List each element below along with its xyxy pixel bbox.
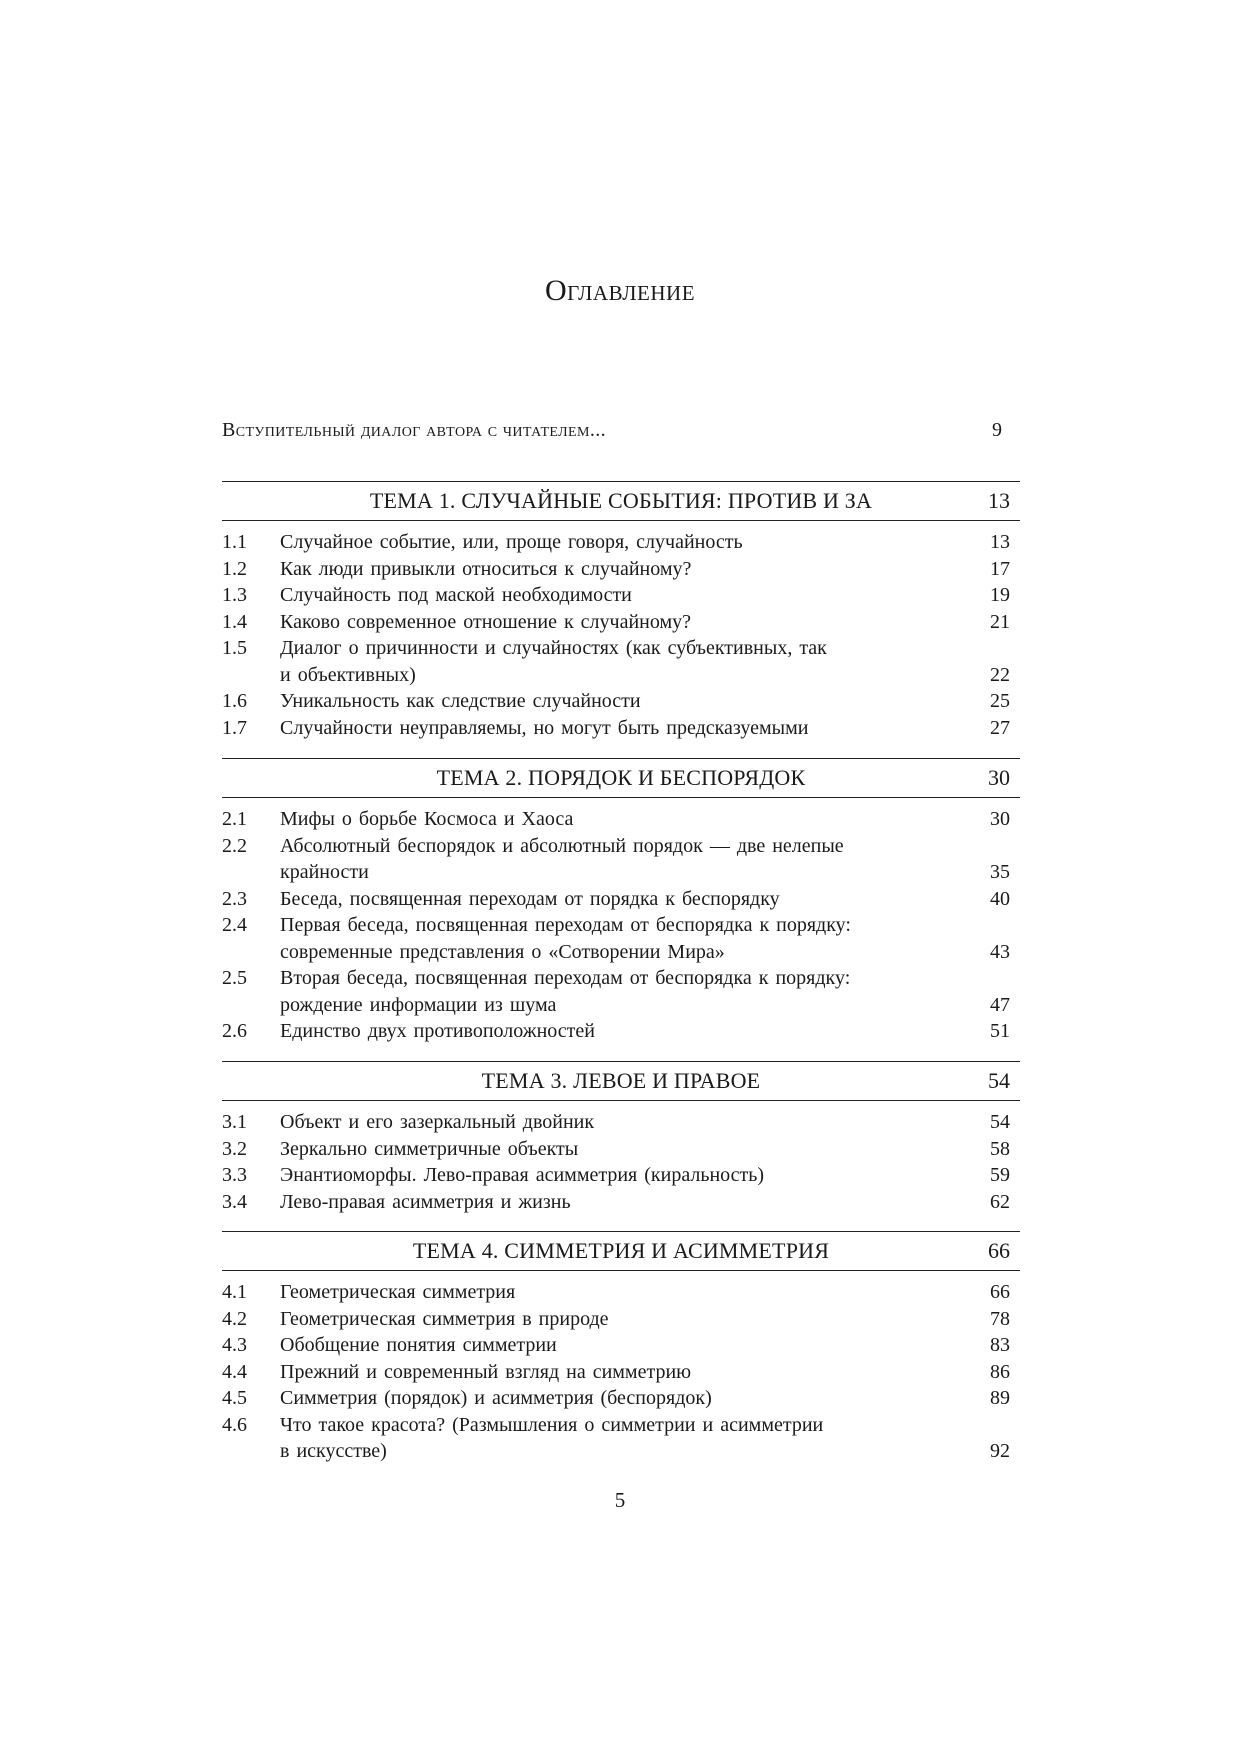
entry-title: Геометрическая симметрия в природе bbox=[280, 1307, 609, 1330]
topic-1-section bbox=[222, 481, 1020, 741]
entry-number: 2.1 bbox=[222, 808, 247, 830]
page-title: Оглавление bbox=[544, 274, 696, 307]
entry-title-continued: современные представления о «Сотворении Мира» bbox=[280, 940, 725, 963]
entry-title: Энантиоморфы. Лево-правая асимметрия (киральность) bbox=[280, 1164, 765, 1186]
entry-number: 4.2 bbox=[222, 1307, 247, 1330]
toc-entry bbox=[222, 715, 1020, 742]
topic-4-page-number: 66 bbox=[988, 1238, 1010, 1263]
entry-page-number: 89 bbox=[990, 1387, 1010, 1409]
entry-page-number: 21 bbox=[990, 610, 1010, 633]
entry-page-number: 43 bbox=[990, 940, 1010, 963]
entry-page-number: 78 bbox=[990, 1307, 1010, 1330]
entry-number: 2.4 bbox=[222, 914, 247, 936]
topic-2-section bbox=[222, 758, 1020, 1045]
entry-title: Геометрическая симметрия bbox=[280, 1281, 516, 1303]
topic-2-page-number: 30 bbox=[988, 765, 1010, 790]
topic-2-title: ТЕМА 2. ПОРЯДОК И БЕСПОРЯДОК bbox=[436, 765, 806, 790]
topic-4-entries bbox=[222, 1279, 1020, 1465]
entry-title: Уникальность как следствие случайности bbox=[280, 690, 641, 712]
entry-title: Симметрия (порядок) и асимметрия (беспорядок) bbox=[280, 1387, 712, 1409]
topic-3-section bbox=[222, 1061, 1020, 1215]
intro-page-number: 9 bbox=[992, 419, 1002, 441]
entry-page-number: 19 bbox=[990, 584, 1010, 606]
entry-number: 1.4 bbox=[222, 610, 247, 633]
page-number: 5 bbox=[614, 1488, 626, 1512]
topic-1-entries bbox=[222, 529, 1020, 741]
topic-3-title: ТЕМА 3. ЛЕВОЕ И ПРАВОЕ bbox=[481, 1068, 761, 1093]
entry-title: Беседа, посвященная переходам от порядка к беспорядку bbox=[280, 887, 780, 910]
toc-entry bbox=[222, 609, 1020, 636]
entry-title: Лево-правая асимметрия и жизнь bbox=[280, 1190, 571, 1213]
topic-2-entries bbox=[222, 806, 1020, 1045]
entry-page-number: 22 bbox=[990, 663, 1010, 686]
entry-number: 1.2 bbox=[222, 557, 247, 580]
entry-title: Объект и его зазеркальный двойник bbox=[280, 1111, 595, 1133]
toc-entry bbox=[222, 886, 1020, 913]
topic-1-header bbox=[222, 481, 1020, 521]
toc-entry bbox=[222, 1162, 1020, 1189]
entry-page-number: 40 bbox=[990, 887, 1010, 910]
entry-number: 4.5 bbox=[222, 1387, 247, 1409]
entry-page-number: 25 bbox=[990, 690, 1010, 712]
topic-3-entries bbox=[222, 1109, 1020, 1215]
entry-number: 1.1 bbox=[222, 531, 247, 553]
topic-3-page-number: 54 bbox=[988, 1068, 1010, 1093]
entry-number: 3.2 bbox=[222, 1137, 247, 1160]
entry-page-number: 58 bbox=[990, 1137, 1010, 1160]
topic-1-page-number: 13 bbox=[988, 488, 1010, 513]
entry-number: 1.5 bbox=[222, 637, 247, 659]
entry-number: 1.6 bbox=[222, 690, 247, 712]
toc-entry bbox=[222, 556, 1020, 583]
intro-entry bbox=[222, 419, 1012, 449]
entry-title: Каково современное отношение к случайному? bbox=[280, 610, 692, 633]
topic-2-header bbox=[222, 758, 1020, 798]
entry-number: 2.5 bbox=[222, 967, 247, 989]
entry-title-continued: крайности bbox=[280, 861, 369, 883]
toc-entry bbox=[222, 833, 1020, 886]
entry-number: 2.3 bbox=[222, 887, 247, 910]
entry-number: 2.2 bbox=[222, 834, 247, 857]
entry-title: Мифы о борьбе Космоса и Хаоса bbox=[280, 808, 574, 830]
toc-entry bbox=[222, 688, 1020, 715]
entry-page-number: 66 bbox=[990, 1281, 1010, 1303]
toc-entry bbox=[222, 1332, 1020, 1359]
toc-entry bbox=[222, 1359, 1020, 1386]
toc-entry bbox=[222, 912, 1020, 965]
toc-entry bbox=[222, 1189, 1020, 1216]
entry-page-number: 51 bbox=[990, 1020, 1010, 1042]
topic-1-title: ТЕМА 1. СЛУЧАЙНЫЕ СОБЫТИЯ: ПРОТИВ И ЗА bbox=[369, 488, 873, 513]
entry-page-number: 62 bbox=[990, 1190, 1010, 1213]
entry-title: Случайное событие, или, проще говоря, случайность bbox=[280, 531, 743, 553]
entry-number: 3.4 bbox=[222, 1190, 247, 1213]
entry-title: Вторая беседа, посвященная переходам от беспорядка к порядку: bbox=[280, 967, 851, 989]
entry-page-number: 35 bbox=[990, 861, 1010, 883]
entry-page-number: 17 bbox=[990, 557, 1010, 580]
entry-page-number: 30 bbox=[990, 808, 1010, 830]
entry-number: 3.3 bbox=[222, 1164, 247, 1186]
toc-entry bbox=[222, 1279, 1020, 1306]
entry-number: 4.4 bbox=[222, 1360, 247, 1383]
toc-entry bbox=[222, 965, 1020, 1018]
entry-page-number: 83 bbox=[990, 1334, 1010, 1356]
toc-entry bbox=[222, 806, 1020, 833]
entry-number: 3.1 bbox=[222, 1111, 247, 1133]
entry-title: Что такое красота? (Размышления о симметрии и асимметрии bbox=[280, 1413, 824, 1436]
entry-title: Зеркально симметричные объекты bbox=[280, 1137, 579, 1160]
entry-page-number: 54 bbox=[990, 1111, 1010, 1133]
entry-title: Диалог о причинности и случайностях (как субъективных, так bbox=[280, 637, 827, 659]
entry-page-number: 13 bbox=[990, 531, 1010, 553]
topic-4-section bbox=[222, 1231, 1020, 1465]
entry-number: 4.6 bbox=[222, 1413, 247, 1436]
entry-title-continued: рождение информации из шума bbox=[280, 993, 557, 1016]
entry-title: Случайность под маской необходимости bbox=[280, 584, 632, 606]
toc-entry bbox=[222, 635, 1020, 688]
entry-title: Как люди привыкли относиться к случайному? bbox=[280, 557, 692, 580]
entry-title: Обобщение понятия симметрии bbox=[280, 1334, 557, 1356]
entry-number: 2.6 bbox=[222, 1020, 247, 1042]
toc-entry bbox=[222, 1412, 1020, 1465]
entry-page-number: 86 bbox=[990, 1360, 1010, 1383]
entry-number: 4.3 bbox=[222, 1334, 247, 1356]
entry-number: 1.7 bbox=[222, 716, 247, 739]
toc-entry bbox=[222, 1306, 1020, 1333]
toc-entry bbox=[222, 1385, 1020, 1412]
entry-page-number: 47 bbox=[990, 993, 1010, 1016]
entry-number: 4.1 bbox=[222, 1281, 247, 1303]
toc-entry bbox=[222, 1018, 1020, 1045]
topic-4-header bbox=[222, 1231, 1020, 1271]
topic-4-title: ТЕМА 4. СИММЕТРИЯ И АСИММЕТРИЯ bbox=[412, 1238, 830, 1263]
entry-page-number: 92 bbox=[990, 1440, 1010, 1462]
entry-title: Абсолютный беспорядок и абсолютный порядок — две нелепые bbox=[280, 834, 844, 857]
entry-title-continued: и объективных) bbox=[280, 663, 416, 686]
entry-number: 1.3 bbox=[222, 584, 247, 606]
entry-title: Прежний и современный взгляд на симметрию bbox=[280, 1360, 692, 1383]
entry-title-continued: в искусстве) bbox=[280, 1440, 387, 1462]
topic-3-header bbox=[222, 1061, 1020, 1101]
intro-title: Вступительный диалог автора с читателем... bbox=[222, 419, 607, 441]
entry-title: Единство двух противоположностей bbox=[280, 1020, 595, 1042]
entry-title: Случайности неуправляемы, но могут быть предсказуемыми bbox=[280, 716, 809, 739]
toc-entry bbox=[222, 1136, 1020, 1163]
entry-page-number: 59 bbox=[990, 1164, 1010, 1186]
toc-entry bbox=[222, 529, 1020, 556]
entry-title: Первая беседа, посвященная переходам от беспорядка к порядку: bbox=[280, 914, 851, 936]
entry-page-number: 27 bbox=[990, 716, 1010, 739]
toc-entry bbox=[222, 582, 1020, 609]
toc-entry bbox=[222, 1109, 1020, 1136]
